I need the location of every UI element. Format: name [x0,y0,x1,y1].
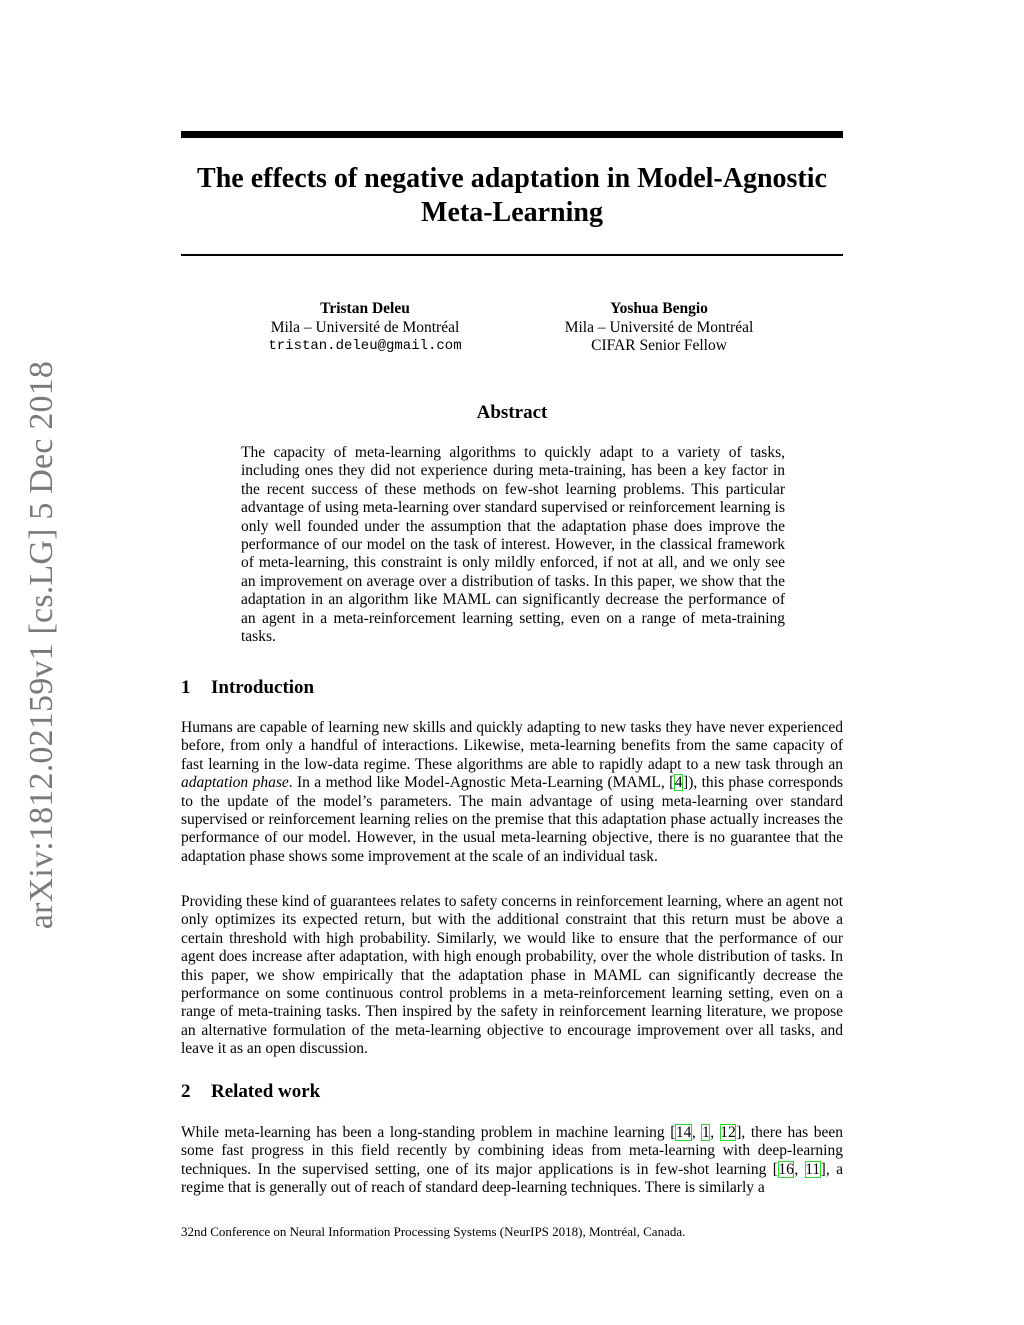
citation-link[interactable]: 4 [674,774,683,792]
citation-link[interactable]: 16 [778,1160,794,1178]
text-run: ], a regime that is generally out of reach of standard deep-learning techniques. There is similarly a [181,1160,843,1197]
citation-link[interactable]: 11 [805,1160,821,1178]
citation-link[interactable]: 1 [701,1124,710,1141]
title-rule-top [181,131,843,138]
section-title: Introduction [211,677,315,698]
arxiv-identifier: arXiv:1812.02159v1 [cs.LG] 5 Dec 2018 [23,360,60,930]
author-fellowship: CIFAR Senior Fellow [591,337,727,354]
text-run: , [794,1160,805,1178]
text-run: ], there has been some fast progress in this field recently by combining ideas from meta-learning with deep-learning techniques. In the supervised setting, one of its major applications is in few-shot learning [ [181,1124,844,1178]
text-run: ]), this phase corresponds to the update of the model’s parameters. The main advantage of using meta-learning over standard supervised or reinforcement learning relies on the premise that this adaptation phase actually increases the performance of our model. However, in the usual meta-learning objective, there is no guarantee that the adaptation phase shows some improvement at the scale of an individual task. [181,774,843,865]
section-heading-introduction [181,677,843,699]
text-run: . In a method like Model-Agnostic Meta-Learning (MAML, [ [288,774,675,792]
author-email: tristan.deleu@gmail.com [268,338,462,354]
related-work-paragraph-1 [181,1124,843,1198]
author-affiliation: Mila – Université de Montréal [564,318,754,336]
text-run: , [691,1124,702,1141]
citation-link[interactable]: 12 [720,1124,736,1141]
introduction-paragraph-1 [181,719,843,866]
author-block-1 [215,300,515,356]
paper-title: The effects of negative adaptation in Model-Agnostic Meta-Learning [197,163,827,228]
text-run: While meta-learning has been a long-standing problem in machine learning [ [181,1124,676,1141]
text-run: Humans are capable of learning new skills and quickly adapting to new tasks they have never experienced before, from only a handful of interactions. Likewise, meta-learning benefits from the same capacity of fast learning in the low-data regime. These algorithms are able to rapidly adapt to a new task through an [181,719,843,773]
citation-link[interactable]: 14 [675,1124,692,1141]
author-name: Tristan Deleu [320,300,410,317]
author-name: Yoshua Bengio [610,300,708,317]
conference-footnote: 32nd Conference on Neural Information Processing Systems (NeurIPS 2018), Montréal, Canada. [181,1224,686,1239]
section-heading-related-work [181,1081,843,1103]
text-run: , [710,1124,720,1141]
section-title: Related work [211,1081,321,1102]
title-rule-bottom [181,254,843,256]
emphasis-adaptation-phase: adaptation phase [181,774,289,792]
author-block-2 [509,300,809,356]
author-affiliation: Mila – Université de Montréal [270,318,460,336]
abstract-heading: Abstract [476,402,548,423]
section-number: 2 [181,1081,191,1102]
section-number: 1 [181,677,191,698]
abstract-text: The capacity of meta-learning algorithms to quickly adapt to a variety of tasks, including ones they did not experience during meta-training, has been a key factor in the recent success of these methods on few-shot learning problems. This particular advantage of using meta-learning over standard supervised or reinforcement learning is only well founded under the assumption that the adaptation phase does improve the performance of our model on the task of interest. However, in the classical framework of meta-learning, this constraint is only mildly enforced, if not at all, and we only see an improvement on average over a distribution of tasks. In this paper, we show that the adaptation in an algorithm like MAML can significantly decrease the performance of an agent in a meta-reinforcement learning setting, even on a range of meta-training tasks. [241,444,785,646]
introduction-paragraph-2: Providing these kind of guarantees relates to safety concerns in reinforcement learning, where an agent not only optimizes its expected return, but with the additional constraint that this return must be above a certain threshold with high probability. Similarly, we would like to ensure that the performance of our agent does increase after adaptation, with high enough probability, over the whole distribution of tasks. In this paper, we show empirically that the adaptation phase in MAML can significantly decrease the performance on some continuous control problems in a meta-reinforcement learning setting, even on a range of meta-training tasks. Then inspired by the safety in reinforcement learning literature, we propose an alternative formulation of the meta-learning objective to encourage improvement over all tasks, and leave it as an open discussion. [181,893,843,1058]
